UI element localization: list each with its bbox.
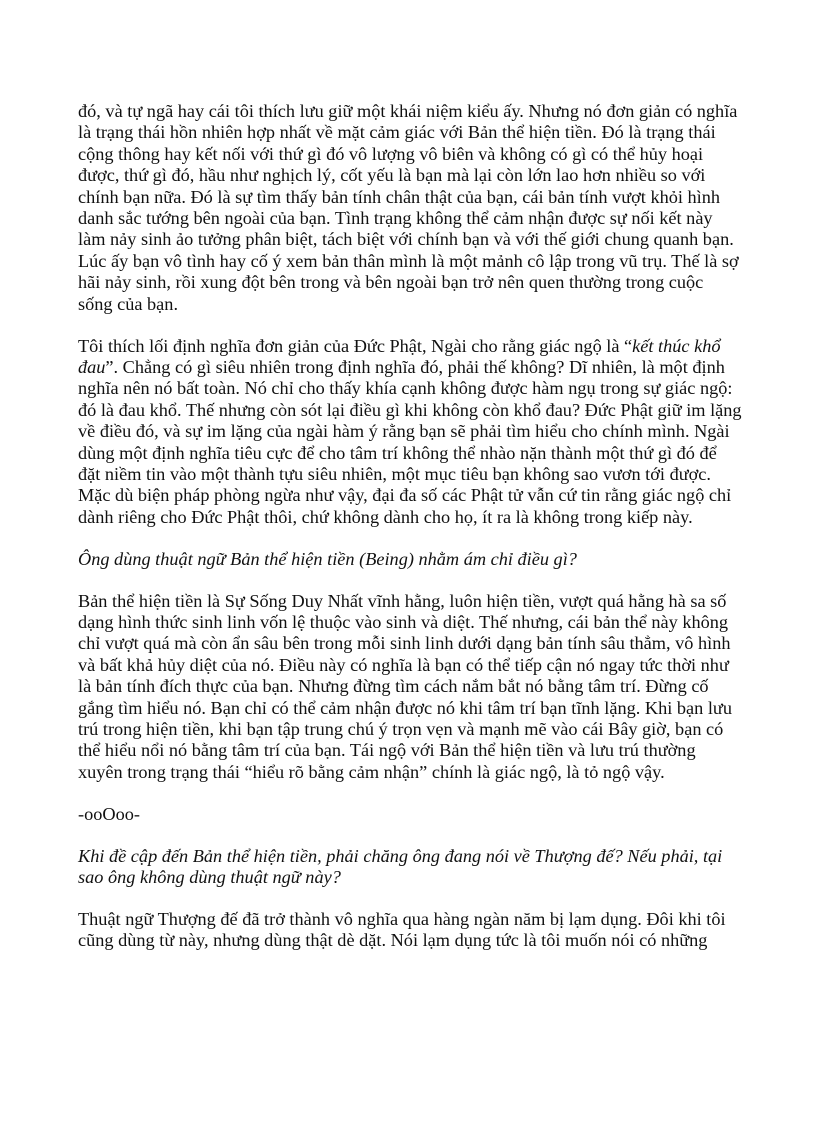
question-being: Ông dùng thuật ngữ Bản thể hiện tiền (Being) nhằm ám chỉ điều gì? xyxy=(78,548,577,569)
section-separator: -ooOoo- xyxy=(78,803,140,824)
paragraph-buddha-definition-start: Tôi thích lối định nghĩa đơn giản của Đức Phật, Ngài cho rằng giác ngộ là “ xyxy=(78,335,633,356)
paragraph-enlightenment-definition: đó, và tự ngã hay cái tôi thích lưu giữ một khái niệm kiểu ấy. Nhưng nó đơn giản có nghĩa là trạng thái hồn nhiên hợp nhất về mặt cảm giác với Bản thể hiện tiền. Đó là trạng thái cộng thông hay kết nối với thứ gì đó vô lượng vô biên và không có gì có thể hủy hoại được, thứ gì đó, hầu như nghịch lý, cốt yếu là bạn mà lại còn lớn lao hơn nhiều so với chính bạn nữa. Đó là sự tìm thấy bản tính chân thật của bạn, cái bản tính vượt khỏi hình danh sắc tướng bên ngoài của bạn. Tình trạng không thể cảm nhận được sự nối kết này làm nảy sinh ảo tưởng phân biệt, tách biệt với chính bạn và với thế giới chung quanh bạn. Lúc ấy bạn vô tình hay cố ý xem bản thân mình là một mảnh cô lập trong vũ trụ. Thế là sợ hãi nảy sinh, rồi xung đột bên trong và bên ngoài bạn trở nên quen thường trong cuộc sống của bạn. xyxy=(78,101,739,314)
document-page xyxy=(78,101,742,972)
paragraph-god-answer: Thuật ngữ Thượng đế đã trở thành vô nghĩa qua hàng ngàn năm bị lạm dụng. Đôi khi tôi cũng dùng từ này, nhưng dùng thật dè dặt. Nói lạm dụng tức là tôi muốn nói có những xyxy=(78,909,726,951)
paragraph-being-answer: Bản thể hiện tiền là Sự Sống Duy Nhất vĩnh hằng, luôn hiện tiền, vượt quá hằng hà sa số dạng hình thức sinh linh vốn lệ thuộc vào sinh và diệt. Thế nhưng, cái bản thể này không chỉ vượt quá mà còn ẩn sâu bên trong mỗi sinh linh dưới dạng bản tính sâu thẳm, vô hình và bất khả hủy diệt của nó. Điều này có nghĩa là bạn có thể tiếp cận nó ngay tức thời như là bản tính đích thực của bạn. Nhưng đừng tìm cách nắm bắt nó bằng tâm trí. Đừng cố gắng tìm hiểu nó. Bạn chỉ có thể cảm nhận được nó khi tâm trí bạn tĩnh lặng. Khi bạn lưu trú trong hiện tiền, khi bạn tập trung chú ý trọn vẹn và mạnh mẽ vào cái Bây giờ, bạn có thể hiểu nổi nó bằng tâm trí của bạn. Tái ngộ với Bản thể hiện tiền và lưu trú thường xuyên trong trạng thái “hiểu rõ bằng cảm nhận” chính là giác ngộ, là tỏ ngộ vậy. xyxy=(78,590,732,782)
paragraph-buddha-definition-italic: kết thúc khổ đau xyxy=(78,335,721,377)
paragraph-buddha-definition xyxy=(78,336,742,529)
question-god: Khi đề cập đến Bản thể hiện tiền, phải chăng ông đang nói về Thượng đế? Nếu phải, tại sao ông không dùng thuật ngữ này? xyxy=(78,845,723,888)
paragraph-buddha-definition-end: ”. Chẳng có gì siêu nhiên trong định nghĩa đó, phải thế không? Dĩ nhiên, là một định nghĩa nên nó bất toàn. Nó chỉ cho thấy khía cạnh không được hàm ngụ trong sự giác ngộ: đó là đau khổ. Thế nhưng còn sót lại điều gì khi không còn khổ đau? Đức Phật giữ im lặng về điều đó, và sự im lặng của ngài hàm ý rằng bạn sẽ phải tìm hiểu cho chính mình. Ngài dùng một định nghĩa tiêu cực để cho tâm trí không thể nhào nặn thành một thứ gì đó để đặt niềm tin vào một thành tựu siêu nhiên, một mục tiêu bạn không sao vươn tới được. Mặc dù biện pháp phòng ngừa như vậy, đại đa số các Phật tử vẫn cứ tin rằng giác ngộ chỉ dành riêng cho Đức Phật thôi, chứ không dành cho họ, ít ra là không trong kiếp này. xyxy=(78,356,742,527)
